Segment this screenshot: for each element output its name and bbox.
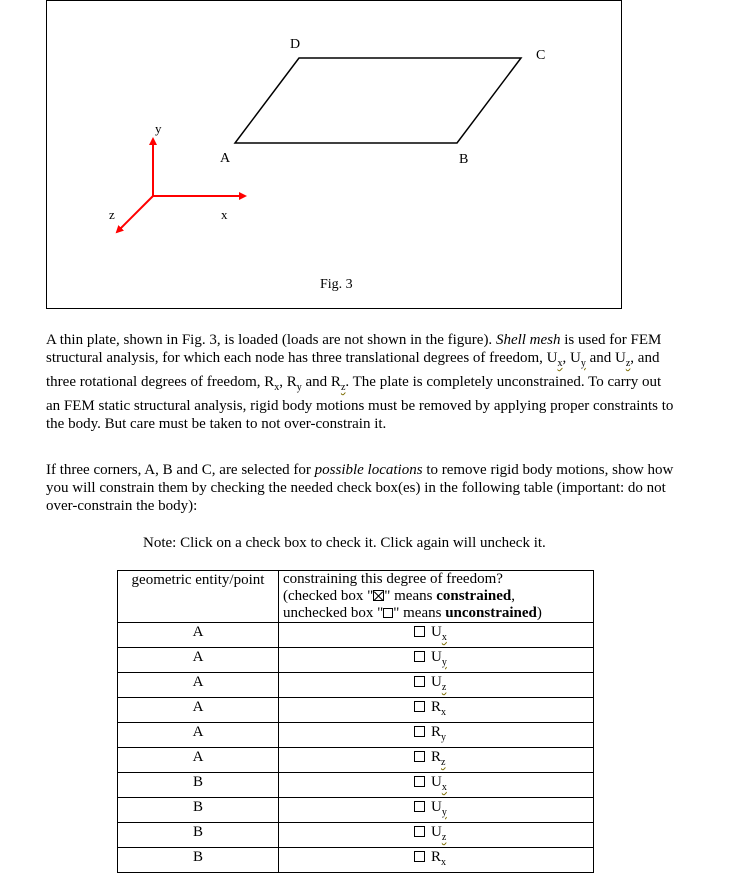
table-row	[118, 773, 594, 798]
dof-checkbox[interactable]	[414, 701, 425, 712]
row-dof-cell	[279, 823, 594, 848]
label-y: y	[155, 121, 162, 136]
label-D: D	[290, 37, 301, 52]
label-A: A	[220, 151, 231, 166]
p1-text-1: A thin plate, shown in Fig. 3, is loaded (loads are not shown in the figure).	[46, 332, 496, 348]
p1-text-8: and R	[301, 374, 341, 390]
row-entity: B	[118, 823, 279, 848]
row-dof-cell	[279, 773, 594, 798]
p1-text-4: , U	[562, 350, 581, 366]
dof-checkbox[interactable]	[414, 851, 425, 862]
figure-caption: Fig. 3	[320, 277, 353, 292]
dof-checkbox[interactable]	[414, 801, 425, 812]
plate-figure	[47, 1, 623, 310]
row-dof-cell	[279, 623, 594, 648]
table-row	[118, 673, 594, 698]
p1-text-9: . The plate is completely unconstrained. To carry out an FEM static structural analysis, rigid body motions must be removed by applying proper constraints to the body. But care must be taken to not over-constrain it.	[46, 374, 674, 432]
p2-possible-locations: possible locations	[314, 462, 423, 478]
p1-sub-ry: y	[296, 382, 302, 393]
dof-letter: U	[431, 799, 442, 815]
header-line-1: constraining this degree of freedom?	[283, 571, 503, 587]
row-entity: A	[118, 648, 279, 673]
p2-text-1: If three corners, A, B and C, are selected for	[46, 462, 315, 478]
p1-shell-mesh: Shell mesh	[495, 332, 561, 348]
dof-checkbox[interactable]	[414, 651, 425, 662]
unchecked-box-icon	[383, 608, 393, 618]
dof-letter: R	[431, 749, 442, 765]
dof-checkbox[interactable]	[414, 726, 425, 737]
dof-letter: U	[431, 649, 442, 665]
dof-letter: U	[431, 824, 442, 840]
p1-text-3: is used for FEM structural analysis, for which each node has three translational degrees of freedom, U	[46, 332, 662, 366]
header-line-2b: " means	[384, 588, 437, 604]
plate-outline	[235, 58, 521, 143]
row-entity: A	[118, 723, 279, 748]
dof-checkbox[interactable]	[414, 626, 425, 637]
header-entity: geometric entity/point	[118, 571, 279, 623]
header-constrained: constrained	[436, 588, 512, 604]
row-dof-cell	[279, 673, 594, 698]
label-C: C	[536, 48, 546, 63]
problem-text	[46, 331, 674, 433]
p1-sub-z: z	[625, 358, 631, 369]
label-x: x	[221, 207, 228, 222]
note-text: Note: Click on a check box to check it. Click again will uncheck it.	[143, 535, 546, 551]
dof-subscript: x	[441, 782, 447, 793]
p1-sub-x: x	[557, 358, 563, 369]
row-entity: A	[118, 698, 279, 723]
dof-subscript: z	[441, 757, 446, 768]
dof-subscript: z	[441, 832, 447, 843]
dof-subscript: y	[441, 807, 447, 818]
row-dof-cell	[279, 698, 594, 723]
dof-letter: R	[431, 724, 442, 740]
p1-text-7: , R	[279, 374, 297, 390]
dof-checkbox[interactable]	[414, 776, 425, 787]
row-dof-cell	[279, 848, 594, 873]
row-entity: A	[118, 748, 279, 773]
header-unconstrained: unconstrained	[445, 605, 537, 621]
figure-frame	[46, 0, 622, 309]
header-line-2a: (checked box "	[283, 588, 374, 604]
label-B: B	[459, 152, 469, 167]
header-line-3d: )	[536, 605, 542, 621]
table-row	[118, 623, 594, 648]
dof-checkbox[interactable]	[414, 676, 425, 687]
table-row	[118, 698, 594, 723]
instruction-text	[46, 461, 674, 515]
header-line-3	[283, 605, 589, 622]
row-entity: A	[118, 673, 279, 698]
header-constraint	[279, 571, 594, 623]
dof-subscript: z	[441, 682, 447, 693]
dof-letter: U	[431, 774, 442, 790]
dof-subscript: x	[441, 632, 447, 643]
table-row	[118, 848, 594, 873]
header-line-2	[283, 588, 589, 605]
checked-box-icon	[373, 590, 384, 601]
instruction-paragraph	[46, 461, 674, 515]
dof-letter: R	[431, 699, 442, 715]
p1-sub-rx: x	[274, 382, 280, 393]
p1-sub-y: y	[580, 358, 586, 369]
dof-subscript: y	[441, 657, 447, 668]
row-entity: B	[118, 798, 279, 823]
p1-sub-rz: z	[340, 382, 346, 393]
table-header-row	[118, 571, 594, 623]
table-row	[118, 648, 594, 673]
dof-checkbox[interactable]	[414, 826, 425, 837]
row-entity: B	[118, 848, 279, 873]
row-dof-cell	[279, 648, 594, 673]
row-entity: A	[118, 623, 279, 648]
dof-checkbox[interactable]	[414, 751, 425, 762]
row-dof-cell	[279, 723, 594, 748]
dof-subscript: x	[441, 707, 447, 718]
dof-subscript: x	[441, 857, 447, 868]
table-row	[118, 823, 594, 848]
row-dof-cell	[279, 748, 594, 773]
table-row	[118, 748, 594, 773]
dof-subscript: y	[441, 732, 447, 743]
z-axis	[117, 196, 153, 232]
header-line-2d: ,	[511, 588, 515, 604]
table-row	[118, 723, 594, 748]
p1-text-6: , and three rotational degrees of freedom, R	[46, 350, 660, 390]
dof-letter: R	[431, 849, 442, 865]
row-entity: B	[118, 773, 279, 798]
label-z: z	[109, 207, 115, 222]
dof-letter: U	[431, 624, 442, 640]
p2-text-3: to remove rigid body motions, show how you will constrain them by checking the needed check box(es) in the following table (important: do not over-constrain the body):	[46, 462, 674, 514]
dof-table	[117, 570, 594, 873]
row-dof-cell	[279, 798, 594, 823]
problem-paragraph	[46, 331, 674, 433]
dof-letter: U	[431, 674, 442, 690]
header-line-3a: unchecked box "	[283, 605, 384, 621]
table-row	[118, 798, 594, 823]
p1-text-5: and U	[585, 350, 626, 366]
header-line-3b: " means	[393, 605, 446, 621]
